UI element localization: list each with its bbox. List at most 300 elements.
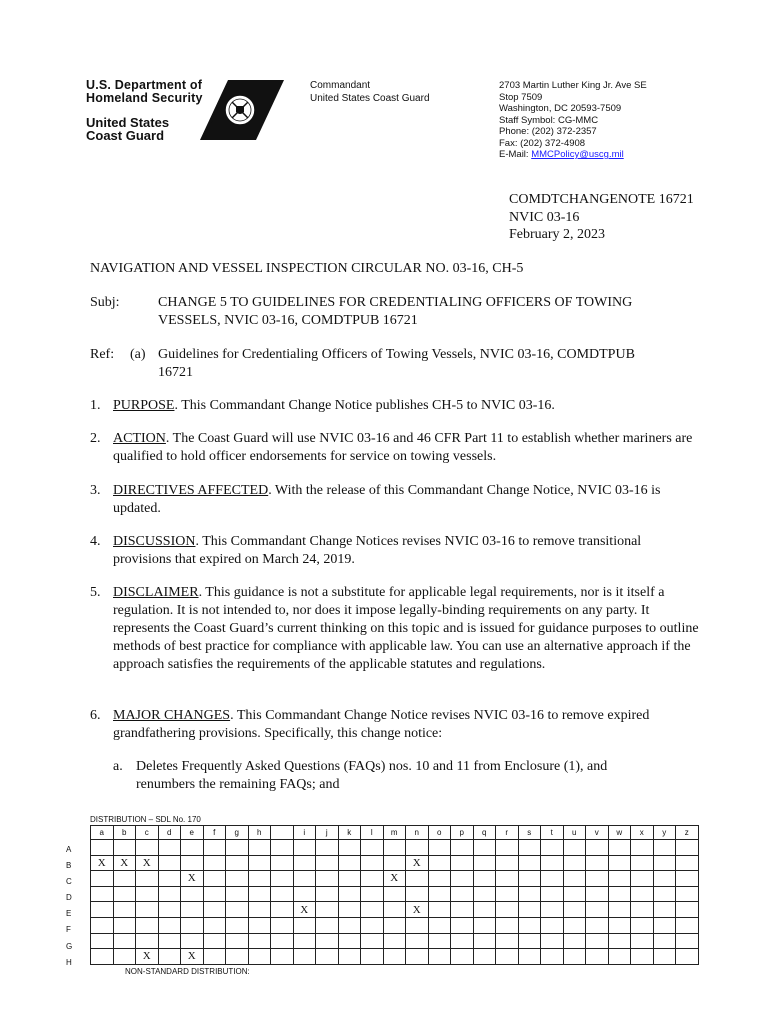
distribution-row — [91, 886, 699, 902]
distribution-cell — [518, 917, 541, 933]
distribution-cell — [518, 949, 541, 965]
distribution-cell — [608, 949, 631, 965]
distribution-cell — [586, 949, 609, 965]
paragraph-heading: ACTION — [113, 431, 166, 446]
non-standard-distribution: NON-STANDARD DISTRIBUTION: — [125, 967, 250, 976]
distribution-column-header: k — [338, 826, 361, 840]
distribution-column-header: u — [563, 826, 586, 840]
distribution-cell — [631, 949, 654, 965]
document-title: NAVIGATION AND VESSEL INSPECTION CIRCULAR NO. 03-16, CH-5 — [90, 261, 524, 276]
distribution-cell — [158, 949, 181, 965]
distribution-column-header: w — [608, 826, 631, 840]
distribution-cell — [338, 840, 361, 856]
distribution-cell: X — [136, 949, 159, 965]
distribution-cell — [338, 855, 361, 871]
distribution-cell — [361, 949, 384, 965]
distribution-cell — [676, 871, 699, 887]
distribution-cell — [473, 917, 496, 933]
distribution-cell — [248, 949, 271, 965]
distribution-cell — [271, 917, 294, 933]
staff-symbol: Staff Symbol: CG-MMC — [499, 114, 599, 126]
distribution-cell — [428, 949, 451, 965]
distribution-cell — [496, 949, 519, 965]
distribution-cell — [113, 886, 136, 902]
address-line: Stop 7509 — [499, 91, 543, 103]
distribution-cell — [383, 933, 406, 949]
distribution-cell — [113, 871, 136, 887]
distribution-cell — [608, 933, 631, 949]
distribution-cell — [113, 902, 136, 918]
distribution-cell — [338, 886, 361, 902]
distribution-cell — [608, 886, 631, 902]
distribution-cell — [361, 902, 384, 918]
distribution-cell — [496, 902, 519, 918]
distribution-cell — [653, 840, 676, 856]
email-link[interactable]: MMCPolicy@uscg.mil — [531, 149, 624, 160]
distribution-cell: X — [91, 855, 114, 871]
distribution-cell — [226, 840, 249, 856]
paragraph-action — [90, 430, 700, 466]
distribution-row — [91, 933, 699, 949]
distribution-cell — [271, 840, 294, 856]
distribution-cell — [473, 840, 496, 856]
subitem-label: a. — [113, 759, 123, 774]
distribution-cell — [473, 949, 496, 965]
distribution-cell — [113, 933, 136, 949]
distribution-cell — [406, 886, 429, 902]
distribution-column-header: s — [518, 826, 541, 840]
distribution-cell — [293, 933, 316, 949]
distribution-column-header: a — [91, 826, 114, 840]
paragraph-number: 5. — [90, 585, 101, 600]
email-label: E-Mail: — [499, 149, 529, 160]
distribution-cell — [631, 933, 654, 949]
address-line: Washington, DC 20593-7509 — [499, 103, 622, 114]
paragraph-heading: DISCUSSION — [113, 534, 196, 549]
distribution-cell — [473, 855, 496, 871]
distribution-cell: X — [293, 902, 316, 918]
distribution-cell — [653, 871, 676, 887]
distribution-cell — [271, 886, 294, 902]
distribution-cell — [113, 949, 136, 965]
uscg-line-2: Coast Guard — [86, 128, 165, 143]
distribution-row-label: H — [66, 957, 72, 967]
distribution-cell — [293, 871, 316, 887]
subj-label: Subj: — [90, 295, 120, 310]
distribution-row — [91, 840, 699, 856]
paragraph-purpose — [90, 397, 700, 415]
distribution-cell — [136, 933, 159, 949]
distribution-cell — [316, 855, 339, 871]
distribution-cell — [361, 933, 384, 949]
distribution-cell — [338, 917, 361, 933]
distribution-cell — [226, 949, 249, 965]
distribution-cell — [316, 917, 339, 933]
distribution-cell — [293, 886, 316, 902]
distribution-row-label: B — [66, 861, 72, 871]
paragraph-disclaimer — [90, 584, 700, 674]
distribution-cell — [271, 871, 294, 887]
distribution-cell — [406, 917, 429, 933]
ref-line-1: Guidelines for Credentialing Officers of Towing Vessels, NVIC 03-16, COMDTPUB — [158, 347, 635, 362]
paragraph-number: 4. — [90, 534, 101, 549]
distribution-cell — [631, 840, 654, 856]
distribution-row — [91, 917, 699, 933]
distribution-cell — [406, 949, 429, 965]
distribution-row-label: A — [66, 845, 72, 854]
distribution-cell — [631, 902, 654, 918]
distribution-cell: X — [181, 871, 204, 887]
distribution-column-header: d — [158, 826, 181, 840]
paragraph-number: 2. — [90, 431, 101, 446]
nvic-number: NVIC 03-16 — [509, 209, 580, 225]
distribution-cell — [91, 886, 114, 902]
distribution-cell — [428, 855, 451, 871]
distribution-cell — [181, 902, 204, 918]
distribution-cell — [361, 886, 384, 902]
distribution-column-header: o — [428, 826, 451, 840]
distribution-cell — [158, 886, 181, 902]
distribution-cell — [361, 840, 384, 856]
distribution-column-header: r — [496, 826, 519, 840]
distribution-row — [91, 902, 699, 918]
fax: Fax: (202) 372-4908 — [499, 137, 586, 149]
distribution-cell — [451, 871, 474, 887]
distribution-cell — [316, 871, 339, 887]
paragraph-discussion — [90, 533, 700, 569]
distribution-cell — [631, 917, 654, 933]
distribution-cell — [451, 933, 474, 949]
distribution-cell — [518, 840, 541, 856]
distribution-cell — [203, 840, 226, 856]
ref-line-2: 16721 — [158, 364, 193, 380]
distribution-cell — [541, 949, 564, 965]
distribution-cell — [203, 917, 226, 933]
distribution-cell — [338, 902, 361, 918]
distribution-cell — [653, 949, 676, 965]
paragraph-text: . The Coast Guard will use NVIC 03-16 and 46 CFR Part 11 to establish whether mariners are qualified to hold officer endorsements for service on towing vessels. — [113, 431, 693, 464]
distribution-cell — [136, 917, 159, 933]
distribution-cell — [451, 840, 474, 856]
distribution-cell — [316, 840, 339, 856]
distribution-cell — [383, 917, 406, 933]
distribution-cell — [316, 886, 339, 902]
distribution-table — [90, 825, 699, 965]
paragraph-heading: DISCLAIMER — [113, 585, 199, 600]
distribution-cell — [136, 886, 159, 902]
paragraph-heading: DIRECTIVES AFFECTED — [113, 483, 269, 498]
coast-guard-emblem-icon — [198, 80, 284, 140]
distribution-column-header: y — [653, 826, 676, 840]
distribution-column-header: g — [226, 826, 249, 840]
distribution-cell — [406, 871, 429, 887]
distribution-cell — [428, 840, 451, 856]
distribution-cell — [586, 871, 609, 887]
distribution-cell — [383, 855, 406, 871]
distribution-cell — [586, 840, 609, 856]
distribution-label: DISTRIBUTION – SDL No. 170 — [90, 815, 201, 824]
distribution-cell — [428, 871, 451, 887]
distribution-cell — [203, 871, 226, 887]
paragraph-major-changes — [90, 707, 700, 743]
distribution-cell — [316, 949, 339, 965]
distribution-cell — [361, 855, 384, 871]
distribution-cell — [586, 902, 609, 918]
distribution-cell — [91, 949, 114, 965]
distribution-column-header: q — [473, 826, 496, 840]
distribution-column-header: j — [316, 826, 339, 840]
distribution-cell — [608, 917, 631, 933]
distribution-cell — [361, 917, 384, 933]
distribution-row — [91, 855, 699, 871]
distribution-cell — [181, 855, 204, 871]
distribution-cell — [271, 933, 294, 949]
distribution-row-label: D — [66, 893, 72, 903]
distribution-cell — [158, 917, 181, 933]
subj-text — [158, 294, 632, 329]
paragraph-heading: PURPOSE — [113, 398, 175, 413]
paragraph-text: . This Commandant Change Notice revises NVIC 03-16 to remove expired grandfathering provisions. Specifically, this change notice: — [113, 708, 650, 741]
commandant-line-2: United States Coast Guard — [310, 92, 430, 104]
distribution-cell — [451, 949, 474, 965]
distribution-cell — [473, 902, 496, 918]
distribution-cell — [428, 902, 451, 918]
paragraph-heading: MAJOR CHANGES — [113, 708, 231, 723]
distribution-cell — [541, 855, 564, 871]
distribution-cell — [563, 840, 586, 856]
distribution-cell — [248, 917, 271, 933]
distribution-cell — [676, 917, 699, 933]
distribution-cell — [586, 933, 609, 949]
distribution-cell — [136, 871, 159, 887]
distribution-column-header: c — [136, 826, 159, 840]
distribution-cell — [271, 949, 294, 965]
distribution-row-label: F — [66, 925, 71, 935]
subj-line-1: CHANGE 5 TO GUIDELINES FOR CREDENTIALING OFFICERS OF TOWING — [158, 295, 633, 310]
distribution-cell — [248, 840, 271, 856]
distribution-cell — [586, 855, 609, 871]
distribution-cell — [226, 902, 249, 918]
distribution-cell: X — [406, 902, 429, 918]
distribution-cell — [181, 886, 204, 902]
distribution-cell — [541, 917, 564, 933]
reference-block — [509, 191, 694, 244]
distribution-cell — [248, 933, 271, 949]
distribution-column-header: x — [631, 826, 654, 840]
distribution-cell — [316, 902, 339, 918]
distribution-cell — [676, 840, 699, 856]
distribution-row — [91, 949, 699, 965]
distribution-cell — [203, 902, 226, 918]
uscg-wordmark — [86, 116, 169, 142]
distribution-cell: X — [136, 855, 159, 871]
distribution-cell — [316, 933, 339, 949]
distribution-cell: X — [113, 855, 136, 871]
distribution-column-header: i — [293, 826, 316, 840]
distribution-cell — [541, 902, 564, 918]
distribution-cell — [496, 933, 519, 949]
address-block — [499, 80, 647, 161]
paragraph-text: . With the release of this Commandant Change Notice, NVIC 03-16 is updated. — [113, 483, 661, 516]
distribution-cell — [473, 886, 496, 902]
distribution-column-header: l — [361, 826, 384, 840]
distribution-cell — [91, 840, 114, 856]
distribution-cell — [631, 855, 654, 871]
distribution-cell — [181, 917, 204, 933]
distribution-column-header: h — [248, 826, 271, 840]
distribution-column-header: e — [181, 826, 204, 840]
distribution-cell — [248, 902, 271, 918]
distribution-cell — [158, 840, 181, 856]
distribution-cell — [338, 871, 361, 887]
document-date: February 2, 2023 — [509, 227, 606, 242]
distribution-cell — [271, 902, 294, 918]
distribution-cell — [473, 871, 496, 887]
distribution-cell — [676, 933, 699, 949]
distribution-column-header — [271, 826, 294, 840]
paragraph-number: 3. — [90, 483, 101, 498]
distribution-cell — [338, 933, 361, 949]
distribution-row — [91, 871, 699, 887]
distribution-cell — [91, 902, 114, 918]
distribution-cell — [496, 840, 519, 856]
distribution-cell — [653, 917, 676, 933]
distribution-column-header: z — [676, 826, 699, 840]
distribution-cell — [91, 917, 114, 933]
distribution-cell — [428, 917, 451, 933]
distribution-cell — [653, 886, 676, 902]
distribution-cell — [676, 902, 699, 918]
distribution-cell — [203, 933, 226, 949]
distribution-cell — [518, 902, 541, 918]
distribution-cell — [293, 855, 316, 871]
distribution-cell — [563, 949, 586, 965]
distribution-cell — [451, 886, 474, 902]
distribution-cell — [676, 949, 699, 965]
ref-text — [158, 346, 635, 381]
distribution-cell — [406, 933, 429, 949]
distribution-cell — [518, 855, 541, 871]
distribution-cell — [226, 886, 249, 902]
distribution-cell — [541, 840, 564, 856]
distribution-cell — [158, 855, 181, 871]
dhs-wordmark — [86, 79, 203, 105]
ref-item: (a) — [130, 347, 146, 362]
distribution-cell — [563, 933, 586, 949]
distribution-cell — [158, 902, 181, 918]
distribution-cell — [496, 917, 519, 933]
distribution-header-row — [91, 826, 699, 840]
paragraph-number: 6. — [90, 708, 101, 723]
commandant-block — [310, 80, 430, 105]
distribution-cell — [248, 855, 271, 871]
distribution-cell — [563, 917, 586, 933]
distribution-cell — [563, 886, 586, 902]
distribution-column-header: p — [451, 826, 474, 840]
distribution-row-label: G — [66, 941, 73, 951]
distribution-cell — [586, 917, 609, 933]
distribution-cell — [226, 871, 249, 887]
subitem-a — [113, 758, 653, 794]
distribution-cell — [676, 855, 699, 871]
address-line: 2703 Martin Luther King Jr. Ave SE — [499, 80, 647, 91]
distribution-cell — [113, 840, 136, 856]
distribution-cell — [226, 917, 249, 933]
distribution-cell — [518, 871, 541, 887]
distribution-cell — [293, 949, 316, 965]
distribution-cell — [518, 886, 541, 902]
uscg-line-1: United States — [86, 115, 170, 130]
distribution-cell — [451, 917, 474, 933]
distribution-cell — [383, 902, 406, 918]
distribution-cell — [608, 855, 631, 871]
distribution-cell — [226, 855, 249, 871]
distribution-cell — [608, 871, 631, 887]
distribution-cell — [631, 886, 654, 902]
distribution-cell — [203, 949, 226, 965]
distribution-column-header: v — [586, 826, 609, 840]
distribution-cell — [181, 840, 204, 856]
distribution-cell — [361, 871, 384, 887]
distribution-cell — [541, 886, 564, 902]
phone: Phone: (202) 372-2357 — [499, 126, 597, 137]
distribution-cell — [496, 871, 519, 887]
comdt-change-note: COMDTCHANGENOTE 16721 — [509, 192, 694, 207]
distribution-cell — [473, 933, 496, 949]
distribution-cell — [653, 902, 676, 918]
distribution-cell — [181, 933, 204, 949]
distribution-column-header: b — [113, 826, 136, 840]
distribution-cell: X — [406, 855, 429, 871]
distribution-column-header: t — [541, 826, 564, 840]
distribution-cell — [608, 902, 631, 918]
subitem-text: Deletes Frequently Asked Questions (FAQs) nos. 10 and 11 from Enclosure (1), and renumbers the remaining FAQs; and — [136, 759, 608, 792]
distribution-row-label: C — [66, 877, 72, 887]
paragraph-number: 1. — [90, 398, 101, 413]
distribution-cell — [563, 902, 586, 918]
distribution-cell — [563, 871, 586, 887]
paragraph-text: . This guidance is not a substitute for applicable legal requirements, nor is it itself a regulation. It is not intended to, nor does it impose legally-binding requirements on any party. It represents the Coast Guard’s current thinking on this topic and is issued for guidance purposes to outline methods of best practice for compliance with applicable law. You can use an alternative approach if the approach satisfies the requirements of the applicable statutes and regulations. — [113, 585, 699, 672]
distribution-cell — [91, 871, 114, 887]
dhs-line-1: U.S. Department of — [86, 78, 203, 92]
distribution-column-header: n — [406, 826, 429, 840]
distribution-cell — [113, 917, 136, 933]
distribution-cell — [293, 917, 316, 933]
distribution-cell — [653, 933, 676, 949]
distribution-cell — [158, 933, 181, 949]
distribution-cell — [248, 886, 271, 902]
distribution-cell — [383, 949, 406, 965]
distribution-cell — [451, 902, 474, 918]
distribution-cell — [496, 886, 519, 902]
distribution-row-label: E — [66, 909, 72, 919]
email-row — [499, 149, 647, 161]
distribution-cell — [496, 855, 519, 871]
distribution-column-header: m — [383, 826, 406, 840]
distribution-cell — [91, 933, 114, 949]
distribution-cell — [248, 871, 271, 887]
distribution-cell — [136, 840, 159, 856]
distribution-cell — [586, 886, 609, 902]
distribution-cell — [293, 840, 316, 856]
paragraph-text: . This Commandant Change Notices revises NVIC 03-16 to remove transitional provisions that expired on March 24, 2019. — [113, 534, 642, 567]
distribution-row-labels — [66, 842, 72, 971]
distribution-cell — [383, 840, 406, 856]
distribution-cell — [383, 886, 406, 902]
distribution-cell — [676, 886, 699, 902]
distribution-cell — [518, 933, 541, 949]
distribution-cell — [653, 855, 676, 871]
